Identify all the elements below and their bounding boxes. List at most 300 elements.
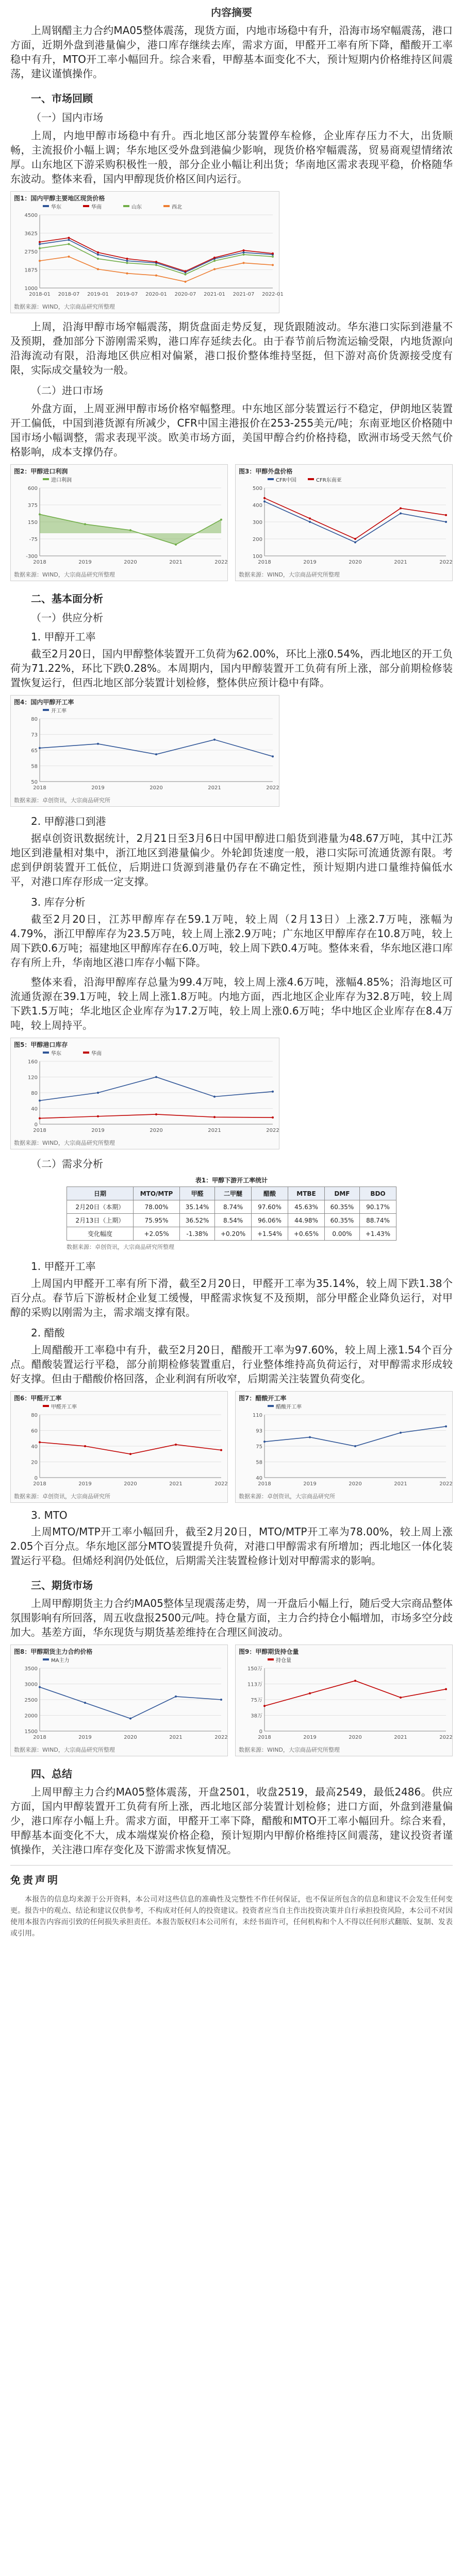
- chart-figure-6: [10, 1391, 228, 1503]
- table-cell: 97.60%: [252, 1200, 288, 1214]
- chart-source: 数据来源：卓创资讯，大宗商品研究所: [239, 1493, 335, 1500]
- data-point: [309, 1692, 311, 1694]
- paragraph: 整体来看，沿海甲醇库存总量为99.4万吨，较上周上涨4.6万吨，涨幅4.85%；沿海地区可流通货源在39.1万吨，较上周上涨1.8万吨。内地方面，西北地区企业库存为32.8万吨，较上周下跌1.5万吨；华北地区企业库存为17.2万吨，较上周上涨0.6万吨；华中地区企业库存在8.4万吨，较上周持平。: [10, 976, 453, 1031]
- x-tick-label: 2020: [124, 1735, 137, 1740]
- x-tick-label: 2018: [258, 1481, 271, 1487]
- data-point: [155, 1113, 157, 1115]
- y-tick-label: 80: [31, 1091, 38, 1096]
- data-point: [309, 1436, 311, 1438]
- x-tick-label: 2019: [78, 560, 92, 565]
- data-point: [68, 237, 70, 239]
- paragraph: 外盘方面，上周亚洲甲醇市场价格窄幅整理。中东地区部分装置运行不稳定，伊朗地区装置开工偏低，中国到港货源有所减少，CFR中国主港报价在253-255美元/吨；东南亚地区价格随中国市场小幅调整，需求表现平淡。欧美市场方面，美国甲醇合约价格持稳，欧洲市场受天然气价格影响，成本支撑仍存。: [10, 402, 453, 458]
- chart-source: 数据来源：WIND，大宗商品研究所整理: [239, 1747, 340, 1753]
- table-header-cell: 二甲醚: [215, 1187, 252, 1200]
- data-point: [354, 538, 356, 540]
- table-cell: 8.54%: [215, 1214, 252, 1227]
- data-point: [39, 747, 41, 749]
- doc-title: 内容摘要: [211, 6, 252, 19]
- data-point: [97, 251, 99, 253]
- x-tick-label: 2021-07: [233, 292, 255, 297]
- x-tick-label: 2020: [349, 1735, 362, 1740]
- y-tick-label: 75: [256, 1444, 262, 1450]
- legend-swatch: [43, 1405, 49, 1407]
- y-tick-label: 4500: [24, 213, 38, 218]
- subsection-heading: （一）供应分析: [31, 612, 103, 624]
- legend-swatch: [83, 205, 89, 207]
- y-tick-label: 160: [27, 1059, 38, 1065]
- y-tick-label: 58: [31, 764, 38, 770]
- y-tick-label: 150: [27, 520, 38, 526]
- data-point: [175, 1444, 177, 1446]
- y-tick-label: 1500: [24, 1729, 38, 1735]
- chart-title: 图9：甲醇期货持仓量: [239, 1648, 299, 1655]
- disclaimer-block: [10, 1865, 453, 1939]
- y-tick-label: 40: [31, 1106, 38, 1112]
- data-point: [84, 1702, 86, 1704]
- series-line: [264, 498, 446, 539]
- y-tick-label: 200: [252, 537, 262, 543]
- legend-swatch: [43, 478, 49, 480]
- legend-label: 山东: [131, 205, 142, 210]
- x-tick-label: 2019: [303, 560, 317, 565]
- line-chart: [11, 706, 278, 794]
- legend-swatch: [308, 478, 314, 480]
- table-cell: 变化幅度: [67, 1227, 134, 1241]
- data-point: [97, 1092, 99, 1094]
- paragraph: 上周甲醇期货主力合约MA05整体呈现震荡走势，周一开盘后小幅上行，随后受大宗商品整体氛围影响有所回落，周五收盘报2500元/吨。持仓量方面，主力合约持仓小幅增加，市场多空分歧加大。基差方面，华东现货与期货基差维持在合理区间波动。: [10, 1597, 453, 1638]
- y-tick-label: 3500: [24, 1666, 38, 1672]
- chart-title: 图5：甲醇港口库存: [14, 1041, 68, 1048]
- data-point: [400, 1432, 402, 1434]
- table-header-cell: 醋酸: [252, 1187, 288, 1200]
- y-tick-label: 400: [252, 503, 262, 509]
- data-point: [309, 521, 311, 523]
- section-heading: 三、期货市场: [31, 1579, 93, 1591]
- table-cell: 75.95%: [133, 1214, 179, 1227]
- line-chart: [11, 202, 284, 300]
- data-point: [263, 500, 266, 502]
- table-row: [67, 1227, 396, 1241]
- series-line: [40, 1687, 221, 1719]
- data-point: [68, 256, 70, 258]
- data-point: [97, 743, 99, 745]
- x-tick-label: 2021-01: [204, 292, 225, 297]
- data-point: [39, 243, 41, 245]
- data-point: [39, 513, 41, 515]
- sub-subsection-heading: 3. 库存分析: [31, 896, 86, 908]
- y-tick-label: 93: [256, 1428, 262, 1434]
- data-point: [445, 1426, 447, 1428]
- line-chart: [236, 1402, 451, 1490]
- data-point: [97, 1115, 99, 1117]
- chart-figure-9: [235, 1645, 453, 1756]
- x-tick-label: 2022: [214, 560, 228, 565]
- table-header-cell: DMF: [324, 1187, 359, 1200]
- legend-label: 华东: [51, 205, 61, 210]
- x-tick-label: 2020: [349, 560, 362, 565]
- data-point: [445, 1688, 447, 1690]
- x-tick-label: 2021: [169, 560, 183, 565]
- data-point: [84, 1445, 86, 1447]
- data-point: [213, 257, 216, 259]
- area-chart: [11, 476, 226, 568]
- x-tick-label: 2020: [349, 1481, 362, 1487]
- disclaimer-text: 本报告的信息均来源于公开资料，本公司对这些信息的准确性及完整性不作任何保证，也不保证所包含的信息和建议不会发生任何变更。报告中的观点、结论和建议仅供参考，不构成对任何人的投资建议。投资者应当自主作出投资决策并自行承担投资风险，本公司不对因使用本报告内容而引致的任何损失承担责任。本报告版权归本公司所有，未经书面许可，任何机构和个人不得以任何形式翻版、复制、发表或引用。: [10, 1895, 453, 1938]
- sub-subsection-heading: 3. MTO: [31, 1509, 68, 1521]
- legend-label: 甲醛开工率: [51, 1404, 77, 1410]
- section-heading: 四、总结: [31, 1768, 72, 1780]
- data-point: [39, 1686, 41, 1688]
- table-cell: +0.20%: [215, 1227, 252, 1241]
- data-point: [220, 519, 222, 521]
- data-point: [263, 1705, 266, 1707]
- chart-row: [10, 1645, 453, 1756]
- chart-figure-3: [235, 464, 453, 581]
- x-tick-label: 2022: [266, 1128, 279, 1133]
- chart-title: 图2：甲醇进口利润: [14, 468, 68, 475]
- x-tick-label: 2018: [33, 785, 46, 791]
- table-row: [67, 1214, 396, 1227]
- y-tick-label: 300: [252, 520, 262, 526]
- chart-figure-7: [235, 1391, 453, 1503]
- data-point: [243, 253, 245, 256]
- data-point: [155, 1076, 157, 1078]
- x-tick-label: 2020: [124, 560, 137, 565]
- x-tick-label: 2019: [303, 1735, 317, 1740]
- x-tick-label: 2022: [214, 1735, 228, 1740]
- y-tick-label: 1875: [24, 267, 38, 274]
- x-tick-label: 2021: [208, 1128, 221, 1133]
- x-tick-label: 2021: [169, 1481, 183, 1487]
- x-tick-label: 2019: [303, 1481, 317, 1487]
- data-point: [39, 247, 41, 249]
- data-point: [213, 260, 216, 262]
- line-chart: [236, 476, 451, 568]
- x-tick-label: 2022-01: [262, 292, 284, 297]
- data-point: [445, 521, 447, 523]
- data-point: [400, 513, 402, 515]
- table-header-cell: MTBE: [288, 1187, 325, 1200]
- data-point: [213, 268, 216, 270]
- paragraph: 上周MTO/MTP开工率小幅回升，截至2月20日，MTO/MTP开工率为78.00%，较上周上涨2.05个百分点。华东地区部分MTO装置提升负荷，对港口甲醇需求有所增加；西北地区一体化装置运行平稳。但烯烃利润仍处低位，后期需关注装置检修计划对甲醇需求的影响。: [10, 1526, 453, 1567]
- x-tick-label: 2019: [91, 1128, 105, 1133]
- y-tick-label: 60: [31, 1428, 38, 1434]
- downstream-rate-table: [67, 1187, 396, 1241]
- chart-figure-1: [10, 191, 284, 313]
- chart-figure-8: [10, 1645, 228, 1756]
- legend-label: 华东: [51, 1051, 61, 1057]
- legend-swatch: [43, 709, 49, 711]
- chart-source: 数据来源：卓创资讯，大宗商品研究所: [14, 797, 110, 804]
- data-point: [354, 1445, 356, 1447]
- y-tick-label: 1000: [24, 286, 38, 292]
- data-point: [272, 1091, 274, 1093]
- x-tick-label: 2019-01: [87, 292, 109, 297]
- table-source: 数据来源：卓创资讯，大宗商品研究所整理: [67, 1244, 174, 1250]
- data-point: [97, 258, 99, 260]
- subsection-heading: （一）国内市场: [31, 111, 103, 124]
- table-header-cell: BDO: [359, 1187, 396, 1200]
- data-point: [272, 755, 274, 757]
- table-cell: 35.14%: [180, 1200, 215, 1214]
- y-tick-label: 100: [252, 554, 262, 560]
- y-tick-label: 73: [31, 732, 38, 738]
- paragraph: 上周，沿海甲醇市场窄幅震荡，期货盘面走势反复，现货跟随波动。华东港口实际到港量不及预期，叠加部分下游刚需采购，港口库存延续去化。由于春节前后物流运输受限，内地货源向沿海流动有限，沿海地区供应相对偏紧，港口报价整体维持坚挺，但下游对高价货源接受度有限，实际成交量较为一般。: [10, 320, 453, 376]
- table-cell: +1.43%: [359, 1227, 396, 1241]
- y-tick-label: 58: [256, 1460, 262, 1466]
- table-row: [67, 1200, 396, 1214]
- y-tick-label: 120: [27, 1075, 38, 1081]
- y-tick-label: -300: [26, 554, 38, 560]
- x-tick-label: 2018: [33, 1735, 46, 1740]
- sub-subsection-heading: 1. 甲醇开工率: [31, 631, 96, 643]
- table-cell: 45.63%: [288, 1200, 325, 1214]
- x-tick-label: 2022: [214, 1481, 228, 1487]
- x-tick-label: 2018: [33, 1128, 46, 1133]
- y-tick-label: -75: [29, 537, 38, 543]
- table-cell: 44.98%: [288, 1214, 325, 1227]
- table-cell: 90.17%: [359, 1200, 396, 1214]
- table-cell: 36.52%: [180, 1214, 215, 1227]
- legend-label: 醋酸开工率: [276, 1404, 302, 1410]
- legend-label: 持仓量: [276, 1658, 291, 1664]
- y-tick-label: 600: [27, 486, 38, 492]
- legend-swatch: [43, 1658, 49, 1660]
- sub-subsection-heading: 1. 甲醛开工率: [31, 1260, 96, 1273]
- data-point: [185, 270, 187, 273]
- y-tick-label: 2000: [24, 1713, 38, 1719]
- table-cell: 96.06%: [252, 1214, 288, 1227]
- data-point: [68, 239, 70, 241]
- y-tick-label: 80: [31, 717, 38, 722]
- data-point: [263, 1440, 266, 1443]
- data-point: [243, 262, 245, 264]
- line-chart: [236, 1656, 451, 1743]
- series-line: [264, 1681, 446, 1706]
- paragraph: 上周醋酸开工率稳中有升，截至2月20日，醋酸开工率为97.60%，较上周上涨1.54个百分点。醋酸装置运行平稳，部分前期检修装置重启，行业整体维持高负荷运行，对甲醇需求形成较好支撑。但由于醋酸价格回落，企业利润有所收窄，后期需关注装置负荷变化。: [10, 1344, 453, 1385]
- x-tick-label: 2018-01: [29, 292, 51, 297]
- x-tick-label: 2021: [208, 785, 221, 791]
- paragraph: 上周甲醇主力合约MA05整体震荡，开盘2501，收盘2519，最高2549，最低2486。供应方面，国内甲醇装置开工负荷有所上涨，西北地区部分装置计划检修；进口方面，外盘到港量偏少，港口库存小幅上升。需求方面，甲醛开工率下降，醋酸和MTO开工率小幅回升。综合来看，甲醇基本面变化不大，成本端煤炭价格企稳，预计短期内甲醇价格维持区间震荡，建议投资者谨慎操作，关注港口库存变化及下游需求恢复情况。: [10, 1786, 453, 1856]
- table-cell: 2月20日（本期）: [67, 1200, 134, 1214]
- legend-label: 华南: [91, 205, 102, 210]
- report-page: [10, 0, 453, 1939]
- chart-figure-2: [10, 464, 228, 581]
- data-point: [220, 1699, 222, 1701]
- legend-label: 进口利润: [51, 478, 72, 483]
- subsection-heading: （二）进口市场: [31, 384, 103, 397]
- chart-title: 图3：甲醇外盘价格: [239, 468, 293, 475]
- y-tick-label: 3000: [24, 1682, 38, 1688]
- x-tick-label: 2021: [394, 1735, 407, 1740]
- data-point: [445, 514, 447, 516]
- x-tick-label: 2018-07: [58, 292, 80, 297]
- y-tick-label: 80: [31, 1413, 38, 1418]
- data-point: [129, 1453, 131, 1455]
- x-tick-label: 2020-07: [174, 292, 196, 297]
- data-point: [220, 1449, 222, 1451]
- data-point: [39, 1441, 41, 1443]
- data-point: [97, 253, 99, 256]
- data-point: [39, 1117, 41, 1120]
- chart-row: [10, 464, 453, 581]
- downstream-table-block: [10, 1176, 453, 1251]
- chart-source: 数据来源：WIND，大宗商品研究所整理: [239, 571, 340, 578]
- table-cell: 8.74%: [215, 1200, 252, 1214]
- chart-source: 数据来源：WIND，大宗商品研究所整理: [14, 1140, 115, 1146]
- series-line: [264, 1427, 446, 1446]
- series-line: [40, 1442, 221, 1454]
- legend-label: CFR东南亚: [316, 478, 342, 483]
- sub-subsection-heading: 2. 甲醇港口到港: [31, 815, 106, 827]
- data-point: [126, 273, 128, 275]
- paragraph: 截至2月20日，国内甲醇整体装置开工负荷为62.00%，环比上涨0.54%，西北地区的开工负荷为71.22%，环比下跌0.28%。本周期内，国内甲醇装置开工负荷有所上涨，部分前期检修装置恢复运行，但西北地区部分装置计划检修，整体供应预计稳中有降。: [10, 648, 453, 689]
- legend-label: CFR中国: [276, 478, 296, 483]
- paragraph: 据卓创资讯数据统计，2月21日至3月6日中国甲醇进口船货到港量为48.67万吨，其中江苏地区到港量相对集中，浙江地区到港量偏少。外轮卸货速度一般，港口实际可流通货源有限。考虑到伊朗装置开工低位，后期进口货源到港量仍存在不确定性，预计短期内进口量维持偏低水平，对港口库存形成一定支撑。: [10, 832, 453, 888]
- chart-title: 图8：甲醇期货主力合约价格: [14, 1648, 93, 1655]
- x-tick-label: 2021: [169, 1735, 183, 1740]
- data-point: [129, 1718, 131, 1720]
- data-point: [175, 1696, 177, 1698]
- chart-source: 数据来源：WIND，大宗商品研究所整理: [14, 303, 115, 310]
- table-cell: +2.05%: [133, 1227, 179, 1241]
- y-tick-label: 38万: [251, 1713, 262, 1719]
- y-tick-label: 2500: [24, 1698, 38, 1703]
- chart-source: 数据来源：卓创资讯，大宗商品研究所: [14, 1493, 110, 1500]
- series-line: [40, 257, 273, 282]
- data-point: [84, 523, 86, 525]
- data-point: [243, 251, 245, 253]
- chart-row: [10, 1391, 453, 1503]
- y-tick-label: 0: [259, 1729, 262, 1735]
- table-cell: 88.74%: [359, 1214, 396, 1227]
- table-cell: 0.00%: [324, 1227, 359, 1241]
- section-heading: 二、基本面分析: [31, 592, 103, 605]
- data-point: [354, 1680, 356, 1682]
- y-tick-label: 113万: [247, 1682, 262, 1688]
- legend-swatch: [43, 1052, 49, 1054]
- chart-figure-4: [10, 695, 279, 807]
- y-tick-label: 65: [31, 748, 38, 754]
- section-heading: 一、市场回顾: [31, 92, 93, 105]
- data-point: [354, 541, 356, 544]
- y-tick-label: 75万: [251, 1698, 262, 1703]
- data-point: [309, 517, 311, 519]
- chart-title: 图6：甲醛开工率: [14, 1395, 62, 1402]
- y-tick-label: 500: [252, 486, 262, 492]
- x-tick-label: 2020: [150, 1128, 163, 1133]
- legend-swatch: [268, 1405, 274, 1407]
- subsection-heading: （二）需求分析: [31, 1158, 103, 1170]
- data-point: [39, 260, 41, 262]
- table-cell: +0.65%: [288, 1227, 325, 1241]
- disclaimer-title: 免责声明: [10, 1874, 60, 1886]
- legend-label: MA主力: [51, 1658, 70, 1664]
- x-tick-label: 2022: [266, 785, 279, 791]
- legend-label: 开工率: [51, 708, 67, 714]
- chart-source: 数据来源：WIND，大宗商品研究所整理: [14, 571, 115, 578]
- paragraph: 上周国内甲醛开工率有所下滑，截至2月20日，甲醛开工率为35.14%，较上周下跌1.38个百分点。春节后下游板材企业复工缓慢，甲醛需求恢复不及预期，部分甲醛企业降负运行，对甲醇的采购以刚需为主，需求端支撑有限。: [10, 1277, 453, 1318]
- data-point: [400, 507, 402, 510]
- x-tick-label: 2019-07: [116, 292, 138, 297]
- line-chart: [11, 1402, 226, 1490]
- y-tick-label: 20: [31, 1460, 38, 1466]
- table-header-cell: MTO/MTP: [133, 1187, 179, 1200]
- data-point: [213, 739, 216, 741]
- data-point: [155, 275, 157, 277]
- legend-label: 西北: [172, 205, 182, 210]
- data-point: [97, 268, 99, 270]
- data-point: [175, 544, 177, 546]
- x-tick-label: 2019: [78, 1481, 92, 1487]
- x-tick-label: 2022: [439, 1735, 453, 1740]
- series-line: [40, 1077, 273, 1101]
- y-tick-label: 0: [34, 1122, 38, 1128]
- table-cell: +1.54%: [252, 1227, 288, 1241]
- x-tick-label: 2018: [33, 1481, 46, 1487]
- y-tick-label: 150万: [247, 1666, 262, 1672]
- table-caption: 表1：甲醇下游开工率统计: [195, 1177, 268, 1184]
- line-chart: [11, 1656, 226, 1743]
- data-point: [263, 497, 266, 499]
- y-tick-label: 3625: [24, 231, 38, 237]
- x-tick-label: 2021: [394, 560, 407, 565]
- x-tick-label: 2018: [258, 560, 271, 565]
- data-point: [272, 256, 274, 258]
- data-point: [129, 529, 131, 531]
- data-point: [126, 258, 128, 260]
- data-point: [213, 1096, 216, 1098]
- legend-swatch: [268, 1658, 274, 1660]
- data-point: [68, 243, 70, 245]
- data-point: [155, 264, 157, 266]
- chart-title: 图4：国内甲醇开工率: [14, 699, 74, 706]
- y-tick-label: 40: [256, 1476, 262, 1481]
- table-cell: 60.35%: [324, 1214, 359, 1227]
- data-point: [155, 753, 157, 755]
- legend-label: 华南: [91, 1051, 102, 1057]
- x-tick-label: 2019: [78, 1735, 92, 1740]
- paragraph: 截至2月20日，江苏甲醇库存在59.1万吨，较上周（2月13日）上涨2.7万吨，涨幅为4.79%，浙江甲醇库存为23.5万吨，较上周上涨2.9万吨；广东地区甲醇库存在10.8万吨，较上周下跌0.6万吨；福建地区甲醇库存在6.0万吨，较上周下跌0.4万吨。整体来看，华东地区港口库存有所上升，华南地区港口库存小幅下降。: [10, 913, 453, 969]
- data-point: [185, 274, 187, 276]
- x-tick-label: 2018: [258, 1735, 271, 1740]
- x-tick-label: 2021: [394, 1481, 407, 1487]
- data-point: [126, 260, 128, 262]
- x-tick-label: 2018: [33, 560, 46, 565]
- table-cell: 2月13日（上期）: [67, 1214, 134, 1227]
- data-point: [243, 249, 245, 251]
- y-tick-label: 0: [34, 1476, 38, 1481]
- y-tick-label: 2750: [24, 249, 38, 255]
- data-point: [272, 264, 274, 266]
- x-tick-label: 2020-01: [145, 292, 167, 297]
- legend-swatch: [83, 1052, 89, 1054]
- data-point: [213, 1116, 216, 1118]
- x-tick-label: 2019: [91, 785, 105, 791]
- paragraph: 上周，内地甲醇市场稳中有升。西北地区部分装置停车检修，企业库存压力不大，出货顺畅，主流报价小幅上调；华东地区受外盘到港偏少影响，现货价格窄幅震荡，贸易商观望情绪浓厚。山东地区下游采购积极性一般，部分企业小幅让利出货；华南地区需求表现平稳，价格随华东波动。整体来看，国内甲醇现货价格区间内运行。: [10, 129, 453, 185]
- x-tick-label: 2020: [150, 785, 163, 791]
- data-point: [155, 261, 157, 263]
- table-header-cell: 甲醛: [180, 1187, 215, 1200]
- legend-swatch: [43, 205, 49, 207]
- summary-paragraph: 上周钢醋主力合约MA05整体震荡，现货方面，内地市场稳中有升，沿海市场窄幅震荡，港口方面，近期外盘到港量偏少，港口库存继续去库，需求方面，甲醛开工率有所下降，醋酸开工率稳中有升，MTO开工率小幅回升。综合来看，甲醇基本面变化不大，预计短期内价格维持区间震荡，建议谨慎操作。: [10, 24, 453, 80]
- legend-swatch: [163, 205, 170, 207]
- chart-figure-5: [10, 1038, 279, 1149]
- data-point: [272, 1116, 274, 1118]
- y-tick-label: 50: [31, 779, 38, 785]
- table-cell: -1.38%: [180, 1227, 215, 1241]
- y-tick-label: 375: [27, 503, 38, 509]
